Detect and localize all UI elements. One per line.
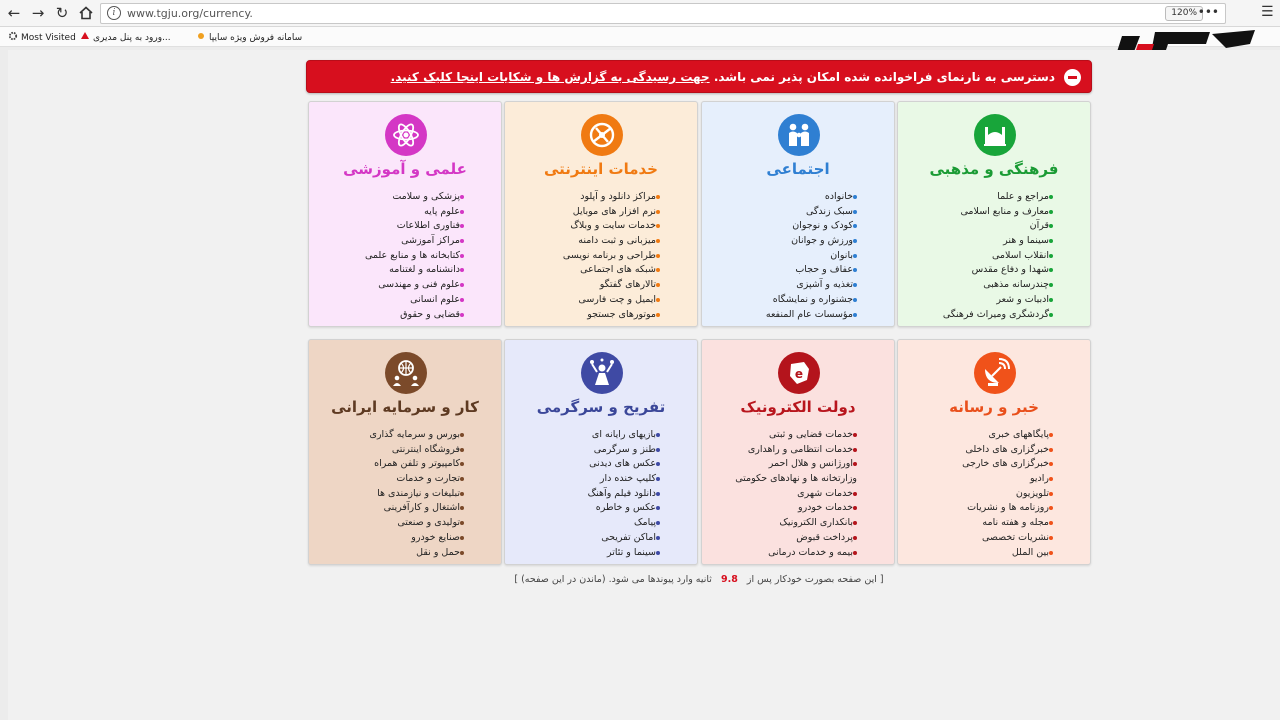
bullet-dot-icon [1049,224,1053,228]
bullet-dot-icon [656,239,660,243]
category-link[interactable] [309,278,501,293]
bookmark-saipa[interactable]: سامانه فروش ویژه سایپا [196,31,302,43]
bullet-dot-icon [656,298,660,302]
category-link[interactable] [702,308,894,323]
category-link[interactable] [505,487,697,502]
category-link-label: مراکز آموزشی [401,235,460,247]
category-link-label: ادبیات و شعر [996,293,1049,305]
alert-message: دسترسی به نارنمای فراخوانده شده امکان پذیر نمی باشد. [713,70,1055,84]
category-link[interactable] [505,546,697,561]
bookmark-most-visited[interactable]: Most Visited [8,31,76,43]
category-link[interactable] [309,472,501,487]
category-link-label: دانلود فیلم وآهنگ [587,487,656,499]
bullet-dot-icon [656,551,660,555]
category-link[interactable] [505,293,697,308]
bullet-dot-icon [1049,313,1053,317]
category-link-label: گردشگری ومیراث فرهنگی [942,308,1049,320]
category-link[interactable] [898,546,1090,561]
bullet-dot-icon [1049,551,1053,555]
category-link-label: خدمات خودرو [798,502,853,514]
category-link-label: بانکداری الکترونیک [779,517,853,529]
category-links [898,190,1090,322]
category-link[interactable] [898,516,1090,531]
page-actions-menu[interactable]: ••• [1197,5,1219,19]
category-link-label: صنایع خودرو [411,531,460,543]
category-link-label: روزنامه ها و نشریات [967,502,1049,514]
bullet-dot-icon [656,254,660,258]
bullet-dot-icon [1049,477,1053,481]
category-link[interactable] [702,487,894,502]
family-icon[interactable] [778,114,820,156]
bullet-dot-icon [656,536,660,540]
category-link[interactable] [898,308,1090,323]
bullet-dot-icon [460,433,464,437]
bullet-dot-icon [460,283,464,287]
category-link-label: رادیو [1029,473,1049,485]
category-link-label: تولیدی و صنعتی [397,517,460,529]
category-link[interactable] [505,249,697,264]
category-card [897,101,1091,327]
bullet-dot-icon [460,224,464,228]
category-title[interactable]: دولت الکترونیک [740,398,856,416]
category-link-label: علوم انسانی [410,293,460,305]
category-card [308,101,502,327]
category-link-label: بورس و سرمایه گذاری [369,429,460,440]
category-links [309,428,501,560]
category-link-label: پیامک [634,517,656,529]
category-link-label: ورزش و جوانان [791,235,853,247]
category-link[interactable] [702,190,894,205]
category-link-label: عکس و خاطره [595,502,656,514]
category-link[interactable] [898,278,1090,293]
minus-circle-icon [1064,69,1081,86]
category-link-label: مجله و هفته نامه [982,517,1049,529]
bullet-dot-icon [1049,195,1053,199]
category-link[interactable] [505,234,697,249]
category-link[interactable] [505,457,697,472]
stay-on-page-link[interactable]: (ماندن در این صفحه) ] [514,574,606,585]
category-link[interactable] [702,501,894,516]
address-bar[interactable] [100,3,1226,24]
bookmark-panel-login[interactable]: ورود به پنل مدیری... [80,31,171,43]
category-link-label: تبلیغات و نیازمندی ها [377,487,460,499]
category-link-label: اشتغال و کارآفرینی [383,502,460,514]
category-link[interactable] [702,428,894,443]
category-link-label: جشنواره و نمایشگاه [772,293,853,305]
url-text: www.tgju.org/currency. [127,7,253,20]
satellite-dish-icon[interactable] [974,352,1016,394]
category-link-label: علوم پایه [424,205,460,217]
category-link-label: اماکن تفریحی [601,531,656,543]
category-card [701,339,895,565]
category-link-label: عفاف و حجاب [795,264,853,276]
bullet-dot-icon [656,433,660,437]
category-link[interactable] [702,219,894,234]
category-link-label: میزبانی و ثبت دامنه [578,235,656,247]
category-link[interactable] [505,443,697,458]
category-link-label: کلیپ خنده دار [599,473,656,485]
bullet-dot-icon [460,521,464,525]
bullet-dot-icon [1049,462,1053,466]
category-title[interactable]: خدمات اینترنتی [544,160,658,178]
svg-text:e: e [794,367,804,381]
category-link-label: کودک و نوجوان [792,220,853,232]
bullet-dot-icon [853,210,857,214]
bullet-dot-icon [460,462,464,466]
bullet-dot-icon [853,433,857,437]
site-info-icon[interactable]: i [107,6,121,20]
bullet-dot-icon [460,551,464,555]
bullet-dot-icon [656,313,660,317]
category-link-label: تجارت و خدمات [396,473,460,485]
browser-toolbar [0,0,1280,27]
bullet-dot-icon [460,313,464,317]
category-link[interactable] [898,443,1090,458]
category-title[interactable]: علمی و آموزشی [343,160,467,178]
bullet-dot-icon [656,477,660,481]
category-link[interactable] [309,546,501,561]
category-link-label: قضایی و حقوق [400,308,460,320]
bullet-dot-icon [656,195,660,199]
category-link[interactable] [505,516,697,531]
bullet-dot-icon [853,239,857,243]
library-icon[interactable]: ☰ [1261,4,1274,20]
bullet-dot-icon [853,298,857,302]
category-link-label: فناوری اطلاعات [396,220,460,232]
category-link[interactable] [309,234,501,249]
bullet-dot-icon [460,448,464,452]
bullet-dot-icon [656,492,660,496]
bullet-dot-icon [1049,210,1053,214]
category-link[interactable] [505,428,697,443]
back-arrow-icon[interactable]: ← [7,4,21,22]
redirect-notice [306,574,1092,585]
category-link-label: کتابخانه ها و منابع علمی [364,249,460,261]
zoom-indicator[interactable]: 120% [1165,6,1203,21]
bullet-dot-icon [1049,448,1053,452]
category-link[interactable] [505,308,697,323]
category-link[interactable] [702,546,894,561]
category-link[interactable] [309,263,501,278]
category-link-label: پایگاههای خبری [988,429,1049,440]
category-link-label: موتورهای جستجو [587,308,656,320]
network-icon[interactable] [581,114,623,156]
category-link-label: نرم افزار های موبایل [572,205,656,217]
category-link[interactable] [309,457,501,472]
category-card [504,339,698,565]
bullet-dot-icon [656,224,660,228]
category-link-label: وزارتخانه ها و نهادهای حکومتی [735,473,857,485]
category-link-label: نشریات تخصصی [981,531,1049,543]
bullet-dot-icon [853,506,857,510]
category-link[interactable] [309,516,501,531]
category-link-label: سبک زندگی [805,205,853,217]
redirect-notice-middle: ثانیه وارد پیوندها می شود. [608,574,712,585]
category-links [702,190,894,322]
category-link-label: حمل و نقل [416,546,460,558]
category-link[interactable] [702,263,894,278]
category-link[interactable] [702,278,894,293]
bookmarks-bar [0,27,1280,47]
bullet-dot-icon [656,268,660,272]
category-link[interactable] [309,205,501,220]
category-link[interactable] [309,428,501,443]
bullet-dot-icon [1049,283,1053,287]
category-link-label: بیمه و خدمات درمانی [768,546,853,558]
bullet-dot-icon [656,448,660,452]
category-link[interactable] [505,190,697,205]
access-denied-alert [306,60,1092,93]
category-link-label: بانوان [830,249,853,261]
bullet-dot-icon [1049,239,1053,243]
category-link-label: تغذیه و آشپزی [796,279,853,291]
category-link-label: مراکز دانلود و آپلود [580,191,656,202]
gear-icon [8,31,18,41]
bullet-dot-icon [853,462,857,466]
category-link[interactable] [309,443,501,458]
category-link-label: شبکه های اجتماعی [580,264,656,276]
atom-icon[interactable] [385,114,427,156]
category-link-label: قرآن [1029,220,1049,232]
category-link-label: سینما و تئاتر [607,546,656,558]
category-link[interactable] [898,531,1090,546]
category-link[interactable] [898,428,1090,443]
category-links [898,428,1090,560]
bullet-dot-icon [853,268,857,272]
bullet-dot-icon [460,477,464,481]
bullet-dot-icon [656,521,660,525]
category-link[interactable] [309,293,501,308]
sun-favicon-icon [196,31,206,41]
bullet-dot-icon [460,210,464,214]
category-links [505,428,697,560]
category-link-label: تلویزیون [1015,487,1049,499]
category-link[interactable] [898,293,1090,308]
bullet-dot-icon [1049,433,1053,437]
category-link[interactable] [702,472,894,487]
category-link[interactable] [898,205,1090,220]
category-link-label: ایمیل و چت فارسی [578,293,656,305]
category-link[interactable] [702,205,894,220]
category-link[interactable] [309,190,501,205]
bullet-dot-icon [853,448,857,452]
category-link[interactable] [898,219,1090,234]
category-link[interactable] [702,249,894,264]
bullet-dot-icon [460,298,464,302]
bullet-dot-icon [1049,492,1053,496]
bullet-dot-icon [853,224,857,228]
site-favicon-icon [80,31,90,41]
countdown-seconds: 9.8 [721,574,738,585]
category-link-label: مؤسسات عام المنفعه [765,308,853,320]
category-link-label: پزشکی و سلامت [392,191,460,202]
bullet-dot-icon [853,254,857,258]
category-link-label: کامپیوتر و تلفن همراه [374,458,460,470]
category-card [701,101,895,327]
bullet-dot-icon [656,283,660,287]
bullet-dot-icon [460,195,464,199]
redirect-notice-start: [ این صفحه بصورت خودکار پس از [746,574,884,585]
category-link[interactable] [898,190,1090,205]
bullet-dot-icon [853,283,857,287]
category-link[interactable] [309,531,501,546]
category-link-label: شهدا و دفاع مقدس [971,264,1049,276]
category-link[interactable] [505,205,697,220]
category-link-label: معارف و منابع اسلامی [960,205,1049,217]
category-link[interactable] [702,234,894,249]
category-link[interactable] [702,293,894,308]
category-link[interactable] [898,501,1090,516]
category-link-label: طنز و سرگرمی [593,443,656,455]
bullet-dot-icon [1049,506,1053,510]
category-link[interactable] [309,487,501,502]
category-link-label: بازیهای رایانه ای [591,429,656,440]
category-link[interactable] [702,531,894,546]
category-link[interactable] [898,457,1090,472]
bullet-dot-icon [1049,298,1053,302]
category-title[interactable]: تفریح و سرگرمی [536,398,666,416]
bullet-dot-icon [656,210,660,214]
category-link-label: دانشنامه و لغتنامه [389,264,460,276]
category-title[interactable]: اجتماعی [766,160,830,178]
category-link-label: پرداخت قبوض [796,531,853,543]
bullet-dot-icon [1049,536,1053,540]
category-card [897,339,1091,565]
category-link-label: علوم فنی و مهندسی [378,279,460,291]
forward-arrow-icon[interactable]: → [31,4,45,22]
bullet-dot-icon [853,536,857,540]
category-link[interactable] [898,472,1090,487]
category-link-label: خانواده [824,191,853,202]
bullet-dot-icon [853,551,857,555]
category-title[interactable]: خبر و رسانه [949,398,1039,416]
business-globe-icon[interactable] [385,352,427,394]
bullet-dot-icon [656,462,660,466]
bullet-dot-icon [853,521,857,525]
category-link-label: خدمات انتظامی و راهداری [747,443,853,455]
category-link[interactable] [505,501,697,516]
category-link[interactable] [505,219,697,234]
category-link[interactable] [898,249,1090,264]
celebration-icon[interactable] [581,352,623,394]
category-link[interactable] [702,516,894,531]
category-link[interactable] [309,249,501,264]
mosque-icon[interactable] [974,114,1016,156]
category-links [702,428,894,560]
bullet-dot-icon [460,492,464,496]
category-link[interactable] [702,443,894,458]
category-link-label: مراجع و علما [997,191,1049,202]
bullet-dot-icon [460,254,464,258]
category-link-label: خبرگزاری های خارجی [962,458,1049,470]
category-links [309,190,501,322]
category-link-label: خدمات قضایی و ثبتی [769,429,853,440]
category-link[interactable] [898,263,1090,278]
report-complaint-link[interactable]: جهت رسیدگی به گزارش ها و شکایات اینجا کلیک کنید. [390,70,710,84]
category-title[interactable]: کار و سرمایه ایرانی [331,398,479,416]
bullet-dot-icon [460,239,464,243]
bullet-dot-icon [1049,521,1053,525]
category-link-label: اورژانس و هلال احمر [768,458,853,470]
category-link[interactable] [505,278,697,293]
bullet-dot-icon [853,195,857,199]
bullet-dot-icon [460,506,464,510]
category-link-label: خدمات سایت و وبلاگ [570,220,656,232]
category-link[interactable] [898,487,1090,502]
category-link-label: عکس های دیدنی [589,458,656,470]
category-link-label: بین الملل [1011,546,1049,558]
bullet-dot-icon [656,506,660,510]
category-card [308,339,502,565]
bullet-dot-icon [853,492,857,496]
bullet-dot-icon [460,268,464,272]
category-links [505,190,697,322]
bullet-dot-icon [460,536,464,540]
category-link[interactable] [309,219,501,234]
category-link-label: طراحی و برنامه نویسی [562,249,656,261]
category-link-label: انقلاب اسلامی [992,249,1049,261]
category-link[interactable] [309,308,501,323]
category-link-label: فروشگاه اینترنتی [391,443,460,455]
category-link[interactable] [505,531,697,546]
home-icon[interactable] [76,3,96,23]
category-link-label: خدمات شهری [797,487,853,499]
bullet-dot-icon [1049,254,1053,258]
bullet-dot-icon [853,313,857,317]
category-link-label: سینما و هنر [1003,235,1049,247]
reload-icon[interactable]: ↻ [55,4,69,22]
category-link[interactable] [898,234,1090,249]
category-link-label: چندرسانه مذهبی [983,279,1049,291]
category-link-label: تالارهای گفتگو [599,279,656,291]
egov-map-icon[interactable] [778,352,820,394]
category-link-label: خبرگزاری های داخلی [965,443,1049,455]
category-link[interactable] [309,501,501,516]
category-link[interactable] [702,457,894,472]
category-link[interactable] [505,472,697,487]
bullet-dot-icon [1049,268,1053,272]
category-card [504,101,698,327]
category-link[interactable] [505,263,697,278]
category-title[interactable]: فرهنگی و مذهبی [929,160,1059,178]
